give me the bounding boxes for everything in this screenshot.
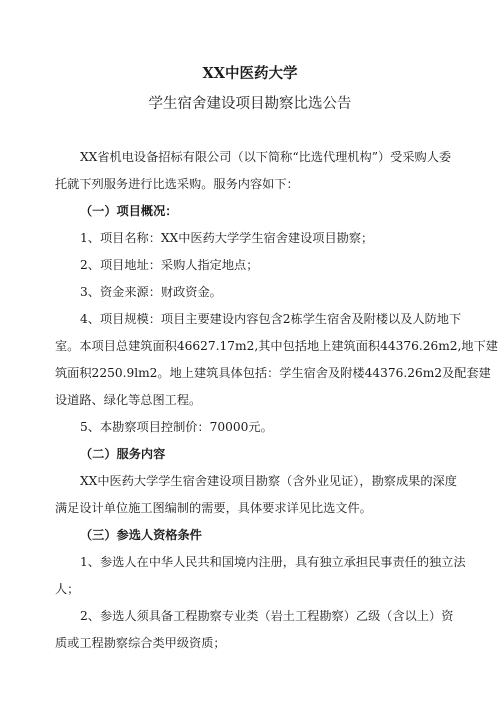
section1-item5: 5、本勘察项目控制价：70000元。 (80, 420, 273, 434)
document-title-line1: XX中医药大学 (202, 65, 298, 82)
section1-item4-line3: 筑面积2250.9lm2。地上建筑具体包括：学生宿舍及附楼44376.26m2及配套建 (55, 366, 491, 380)
section1-item4-line2: 室。本项目总建筑面积46627.17m2,其中包括地上建筑面积44376.26m2,地下建 (55, 339, 498, 353)
section1-item1: 1、项目名称：XX中医药大学学生宿舍建设项目勘察； (80, 231, 374, 245)
document-title-line2: 学生宿舍建设项目勘察比选公告 (148, 96, 352, 112)
section3-item1-line2: 人； (55, 582, 80, 596)
section3-item2-line2: 质或工程勘察综合类甲级资质； (55, 636, 226, 650)
section1-item3: 3、资金来源：财政资金。 (80, 285, 222, 299)
section2-text-line2: 满足设计单位施工图编制的需要，具体要求详见比选文件。 (55, 501, 372, 515)
section3-item2-line1: 2、参选人须具备工程勘察专业类（岩土工程勘察）乙级（含以上）资 (80, 609, 454, 623)
section1-item2: 2、项目地址：采购人指定地点； (80, 258, 259, 272)
section1-heading: （一）项目概况： (80, 204, 178, 218)
section2-heading: （二）服务内容 (80, 447, 166, 461)
section1-item4-line4: 设道路、绿化等总图工程。 (55, 393, 202, 407)
section3-item1-line1: 1、参选人在中华人民共和国境内注册，具有独立承担民事责任的独立法 (80, 555, 466, 569)
intro-line-1: XX省机电设备招标有限公司（以下简称“比选代理机构”）受采购人委 (80, 150, 452, 164)
section1-item4-line1: 4、项目规模：项目主要建设内容包含2栋学生宿舍及附楼以及人防地下 (80, 312, 462, 326)
section3-heading: （三）参选人资格条件 (80, 528, 202, 542)
intro-line-2: 托就下列服务进行比选采购。服务内容如下： (55, 177, 299, 191)
section2-text-line1: XX中医药大学学生宿舍建设项目勘察（含外业见证），勘察成果的深度 (80, 474, 457, 488)
